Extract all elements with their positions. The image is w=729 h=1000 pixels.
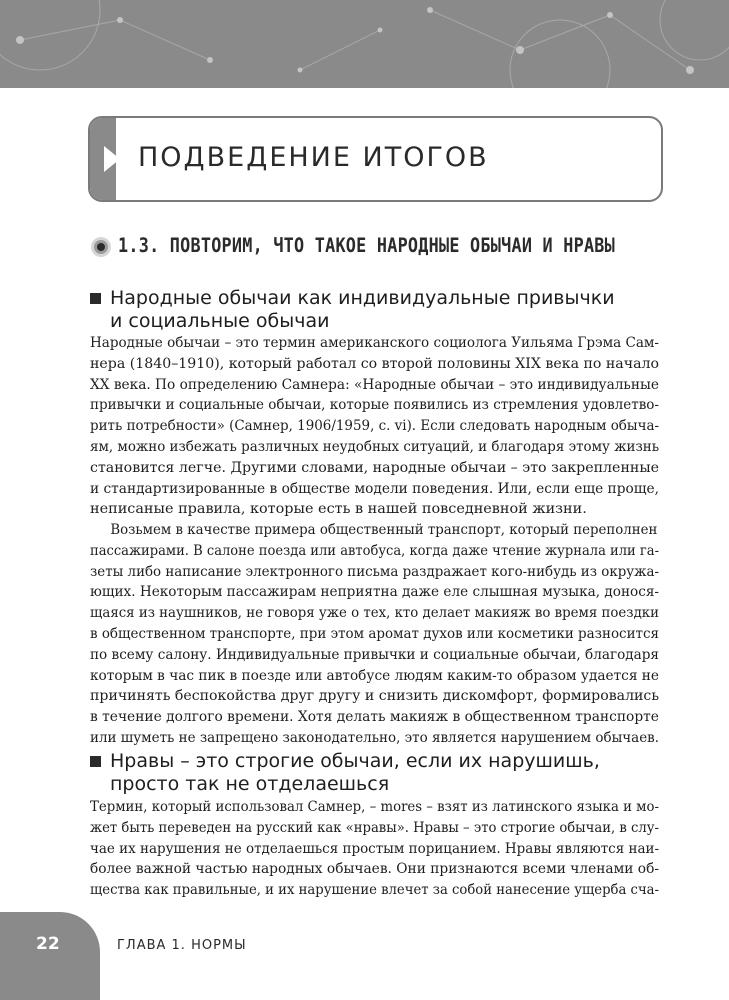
text-line: XX века. По определению Самнера: «Народные обычаи – это индивидуальные (90, 376, 660, 393)
text-line: привычки и социальные обычаи, которые появились из стремления удовлетво- (90, 397, 659, 414)
paragraph (90, 520, 659, 749)
text-line: рить потребности» (Самнер, 1906/1959, с. vi). Если следовать народным обыча- (90, 418, 659, 435)
text-line: пассажирами. В салоне поезда или автобуса, когда даже чтение журнала или га- (90, 542, 660, 559)
paragraph (90, 797, 659, 901)
text-line: Народные обычаи – это термин американского социолога Уильяма Грэма Сам- (90, 335, 660, 351)
text-line: нера (1840–1910), который работал со второй половины XIX века по начало (90, 355, 659, 372)
text-line: жет быть переведен на русский как «нравы». Нравы – это строгие обычаи, в слу- (90, 819, 659, 836)
target-bullet-icon (90, 236, 112, 258)
top-decorative-band (0, 0, 729, 88)
network-pattern-graphic (0, 0, 729, 88)
text-line: более важной частью народных обычаев. Они признаются всеми членами об- (90, 861, 659, 878)
chapter-header-box (88, 116, 663, 202)
text-line: щаяся из наушников, не говоря уже о тех, кто делает макияж во время поездки (90, 605, 659, 622)
square-bullet-icon (90, 293, 101, 304)
running-footer-chapter: ГЛАВА 1. НОРМЫ (117, 938, 247, 953)
subsection-heading-line: и социальные обычаи (110, 310, 330, 332)
section-title: 1.3. ПОВТОРИМ, ЧТО ТАКОЕ НАРОДНЫЕ ОБЫЧАИ И НРАВЫ (118, 234, 616, 257)
text-line: чае их нарушения не отделаешься простым порицанием. Нравы являются наи- (90, 840, 660, 857)
text-line: или шуметь не запрещено законодательно, это является нарушением обычаев. (90, 729, 659, 746)
text-line: в общественном транспорте, при этом аромат духов или косметики разносится (90, 625, 659, 642)
paragraph (90, 333, 659, 520)
text-line: ям, можно избежать различных неудобных ситуаций, и благодаря этому жизнь (90, 438, 660, 455)
subsection-heading-line: Нравы – это строгие обычаи, если их нарушишь, (110, 750, 600, 772)
text-line: которым в час пик в поезде или автобусе людям каким-то образом удается не (90, 667, 660, 684)
text-line: Термин, который использовал Самнер, – mores – взят из латинского языка и мо- (90, 799, 659, 815)
square-bullet-icon (90, 756, 101, 767)
text-line: ющих. Некоторым пассажирам неприятна даже еле слышная музыка, донося- (90, 584, 660, 601)
text-line: по всему салону. Индивидуальные привычки и социальные обычаи, благодаря (90, 646, 659, 663)
text-line: причинять беспокойства друг другу и снизить дискомфорт, формировались (90, 688, 660, 705)
text-line: и стандартизированные в обществе модели поведения. Или, если еще проще, (90, 480, 659, 497)
page-number: 22 (36, 934, 60, 954)
text-line: Возьмем в качестве примера общественный транспорт, который переполнен (110, 522, 658, 538)
text-line: щества как правильные, и их нарушение влечет за собой нанесение ущерба сча- (90, 882, 659, 899)
text-line: становится легче. Другими словами, народные обычаи – это закрепленные (90, 459, 660, 476)
subsection-heading-line: просто так не отделаешься (110, 773, 390, 795)
text-line: в течение долгого времени. Хотя делать макияж в общественном транспорте (90, 709, 659, 726)
text-line: неписаные правила, которые есть в нашей повседневной жизни. (90, 501, 587, 518)
header-tab (90, 118, 116, 200)
text-line: зеты либо написание электронного письма раздражает кого-нибудь из окружа- (90, 563, 659, 580)
chevron-right-icon (104, 146, 120, 172)
subsection-heading-line: Народные обычаи как индивидуальные привычки (110, 287, 615, 309)
header-title: ПОДВЕДЕНИЕ ИТОГОВ (138, 142, 489, 173)
page-number-tab (0, 912, 100, 1000)
